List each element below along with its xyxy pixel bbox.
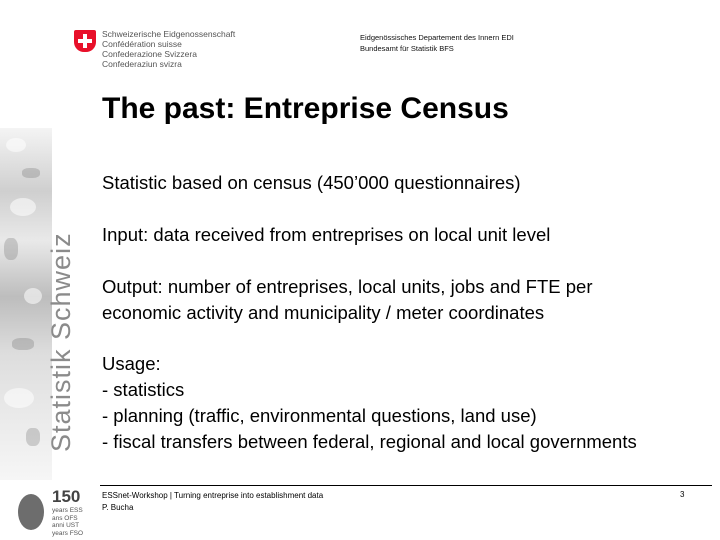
page-number: 3 [680, 490, 685, 499]
usage-block [102, 351, 637, 455]
swiss-flag-icon [74, 30, 96, 52]
footer-event: ESSnet-Workshop | Turning entreprise into establishment data [102, 491, 324, 500]
anniversary-number: 150 [52, 487, 81, 506]
confederation-names [102, 29, 235, 69]
usage-heading: Usage: [102, 353, 161, 374]
footer-text [102, 490, 323, 514]
confederation-rm: Confederaziun svizra [102, 59, 182, 69]
slide-title: The past: Entreprise Census [102, 92, 509, 125]
office-name: Bundesamt für Statistik BFS [360, 43, 454, 53]
brand-vertical-text: Statistik Schweiz [46, 232, 76, 452]
paragraph-statistic: Statistic based on census (450’000 questionnaires) [102, 172, 521, 193]
department-header [360, 33, 514, 54]
anniversary-line: years ESS [52, 507, 83, 514]
paragraph-output [102, 274, 593, 326]
anniversary-line: anni UST [52, 522, 80, 529]
anniversary-line: ans OFS [52, 514, 78, 522]
paragraph-input: Input: data received from entreprises on local unit level [102, 224, 551, 245]
usage-item: - statistics [102, 379, 185, 400]
confederation-it: Confederazione Svizzera [102, 49, 197, 59]
anniversary-logo-icon [18, 494, 44, 530]
output-line: economic activity and municipality / meter coordinates [102, 302, 545, 323]
department-name: Eidgenössisches Departement des Innern EDI [360, 33, 514, 42]
anniversary-line: years FSO [52, 529, 84, 537]
anniversary-text [52, 507, 83, 537]
confederation-fr: Confédération suisse [102, 39, 182, 49]
usage-item: - fiscal transfers between federal, regional and local governments [102, 431, 637, 452]
footer-author: P. Bucha [102, 503, 134, 512]
confederation-de: Schweizerische Eidgenossenschaft [102, 29, 236, 39]
usage-item: - planning (traffic, environmental questions, land use) [102, 405, 537, 426]
footer-divider [100, 485, 712, 486]
side-decor-image [0, 128, 52, 480]
output-line: Output: number of entreprises, local units, jobs and FTE per [102, 276, 593, 297]
